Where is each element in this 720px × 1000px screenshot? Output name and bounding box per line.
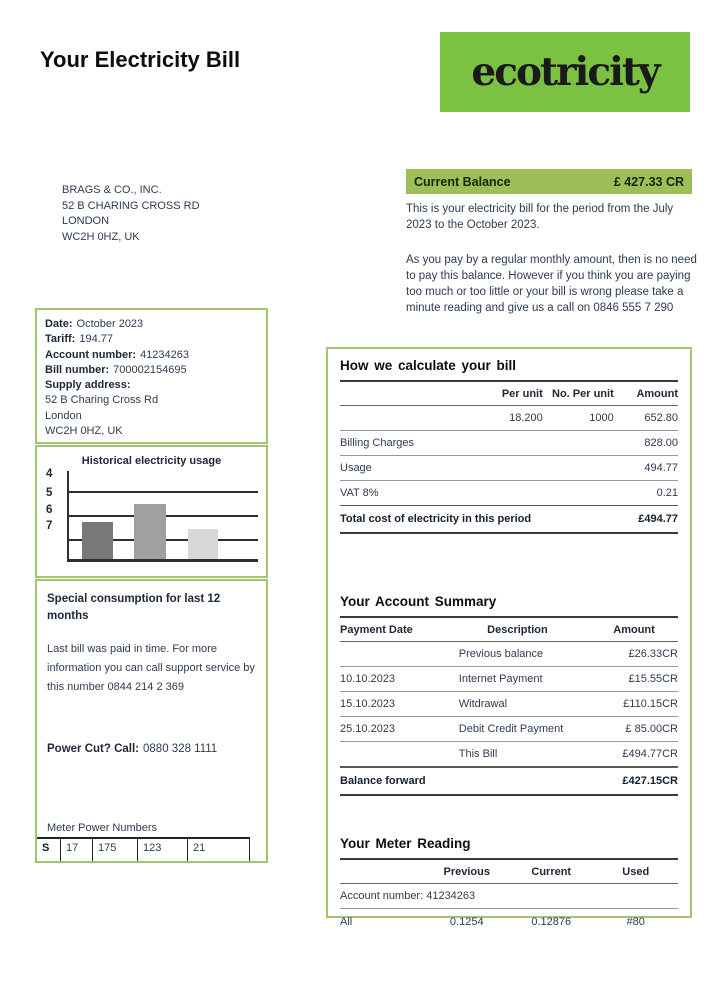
summary-total-row bbox=[340, 767, 678, 795]
calc-header-row bbox=[340, 382, 678, 406]
recipient-line: LONDON bbox=[62, 215, 110, 227]
meter-power-cell: S bbox=[37, 839, 61, 861]
summary-header-amount: Amount bbox=[590, 618, 678, 642]
meter-power-cell: 123 bbox=[138, 839, 188, 861]
chart-gridline bbox=[69, 491, 258, 493]
y-tick-label: 6 bbox=[46, 504, 53, 516]
meter-header-current: Current bbox=[509, 860, 594, 884]
meter-power-cell: 21 bbox=[188, 839, 250, 861]
summary-row: This Bill £494.77CR bbox=[340, 742, 678, 768]
calc-total-row bbox=[340, 506, 678, 534]
summary-row: Previous balance £26.33CR bbox=[340, 642, 678, 667]
meter-reading-table bbox=[340, 860, 678, 935]
meter-header-previous: Previous bbox=[425, 860, 510, 884]
account-info-box bbox=[35, 308, 268, 444]
usage-chart-box bbox=[35, 445, 268, 578]
power-cut-label: Power Cut? Call: bbox=[47, 743, 140, 755]
calc-total-label: Total cost of electricity in this period bbox=[340, 506, 614, 534]
recipient-line: WC2H 0HZ, UK bbox=[62, 230, 140, 243]
meter-power-cell: 175 bbox=[93, 839, 138, 861]
calc-row: VAT 8% 0.21 bbox=[340, 481, 678, 506]
chart-bar bbox=[82, 522, 113, 559]
meter-reading-section bbox=[340, 836, 678, 935]
chart-bar bbox=[188, 529, 218, 559]
supply-address-line: WC2H 0HZ, UK bbox=[45, 425, 123, 438]
calc-row: Usage 494.77 bbox=[340, 456, 678, 481]
billing-details-box bbox=[326, 347, 692, 928]
ecotricity-logo-text: ecotricity bbox=[471, 49, 659, 95]
meter-power-numbers-table bbox=[37, 837, 250, 861]
summary-header-date: Payment Date bbox=[340, 618, 445, 642]
calc-total-amount: £494.77 bbox=[614, 506, 678, 534]
balance-forward-amount: £427.15CR bbox=[590, 767, 678, 795]
calc-row: Billing Charges 828.00 bbox=[340, 431, 678, 456]
account-summary-section bbox=[340, 594, 678, 796]
info-row-tariff: Tariff: 194.77 bbox=[45, 333, 114, 346]
meter-account-row bbox=[340, 884, 678, 909]
meter-reading-row: All 0.1254 0.12876 #80 bbox=[340, 916, 645, 928]
billing-period-text: This is your electricity bill for the period from the July 2023 to the October 2023. bbox=[406, 203, 674, 231]
info-row-account-number: Account number: 41234263 bbox=[45, 348, 190, 361]
meter-account-number: Account number: 41234263 bbox=[340, 884, 678, 909]
current-balance-label: Current Balance bbox=[414, 174, 511, 189]
info-row-date: Date: October 2023 bbox=[45, 318, 144, 330]
y-tick-label: 7 bbox=[46, 520, 53, 532]
summary-row: 10.10.2023 Internet Payment £15.55CR bbox=[340, 667, 678, 692]
meter-reading-heading: Your Meter Reading bbox=[340, 836, 678, 860]
meter-header-used: Used bbox=[594, 860, 679, 884]
summary-row: 15.10.2023 Witdrawal £110.15CR bbox=[340, 692, 678, 717]
chart-bar bbox=[134, 504, 166, 559]
balance-forward-label: Balance forward bbox=[340, 767, 590, 795]
recipient-address bbox=[62, 183, 200, 245]
usage-chart bbox=[37, 468, 266, 562]
meter-power-numbers-label: Meter Power Numbers bbox=[47, 822, 158, 834]
summary-header-row bbox=[340, 618, 678, 642]
chart-y-axis-labels bbox=[46, 468, 67, 561]
meter-header-row bbox=[340, 860, 678, 884]
ecotricity-logo bbox=[440, 32, 690, 112]
summary-header-description: Description bbox=[445, 618, 590, 642]
info-row-bill-number: Bill number: 700002154695 bbox=[45, 363, 187, 376]
account-summary-heading: Your Account Summary bbox=[340, 594, 678, 618]
chart-title: Historical electricity usage bbox=[81, 455, 222, 467]
supply-address-line: London bbox=[45, 409, 82, 422]
support-info-text: Last bill was paid in time. For more information you can call support service by this number 0844 214 2 369 bbox=[47, 643, 255, 693]
recipient-line: 52 B CHARING CROSS RD bbox=[62, 199, 200, 212]
special-consumption-box bbox=[35, 579, 268, 863]
calc-header-per-unit: Per unit bbox=[475, 382, 543, 406]
calc-header-no-per-unit: No. Per unit bbox=[543, 382, 614, 406]
y-tick-label: 5 bbox=[46, 487, 53, 499]
special-consumption-heading: Special consumption for last 12 months bbox=[47, 593, 221, 622]
account-summary-table bbox=[340, 618, 678, 796]
current-balance-bar bbox=[406, 169, 692, 194]
recipient-line: BRAGS & CO., INC. bbox=[62, 184, 162, 196]
calc-table bbox=[340, 382, 678, 534]
calc-section-heading: How we calculate your bill bbox=[340, 358, 678, 382]
calc-header-amount: Amount bbox=[614, 382, 678, 406]
meter-power-cell: 17 bbox=[61, 839, 93, 861]
page-title: Your Electricity Bill bbox=[40, 47, 241, 72]
chart-plot-area bbox=[67, 471, 258, 562]
info-row-supply-address: Supply address: bbox=[45, 379, 131, 392]
payment-advice-text: As you pay by a regular monthly amount, then is no need to pay this balance. However if you think you are paying too much or too little or your bill is wrong please take a minute reading and give us a call on 0846 555 7 290 bbox=[406, 254, 697, 314]
current-balance-amount: £ 427.33 CR bbox=[613, 174, 684, 189]
calc-row: 18.200 1000 652.80 bbox=[340, 406, 678, 431]
power-cut-number: 0880 328 1111 bbox=[143, 743, 218, 755]
power-cut-line bbox=[47, 743, 256, 755]
calc-section bbox=[340, 358, 678, 534]
y-tick-label: 4 bbox=[46, 468, 53, 480]
summary-row: 25.10.2023 Debit Credit Payment £ 85.00CR bbox=[340, 717, 678, 742]
supply-address-line: 52 B Charing Cross Rd bbox=[45, 394, 159, 407]
